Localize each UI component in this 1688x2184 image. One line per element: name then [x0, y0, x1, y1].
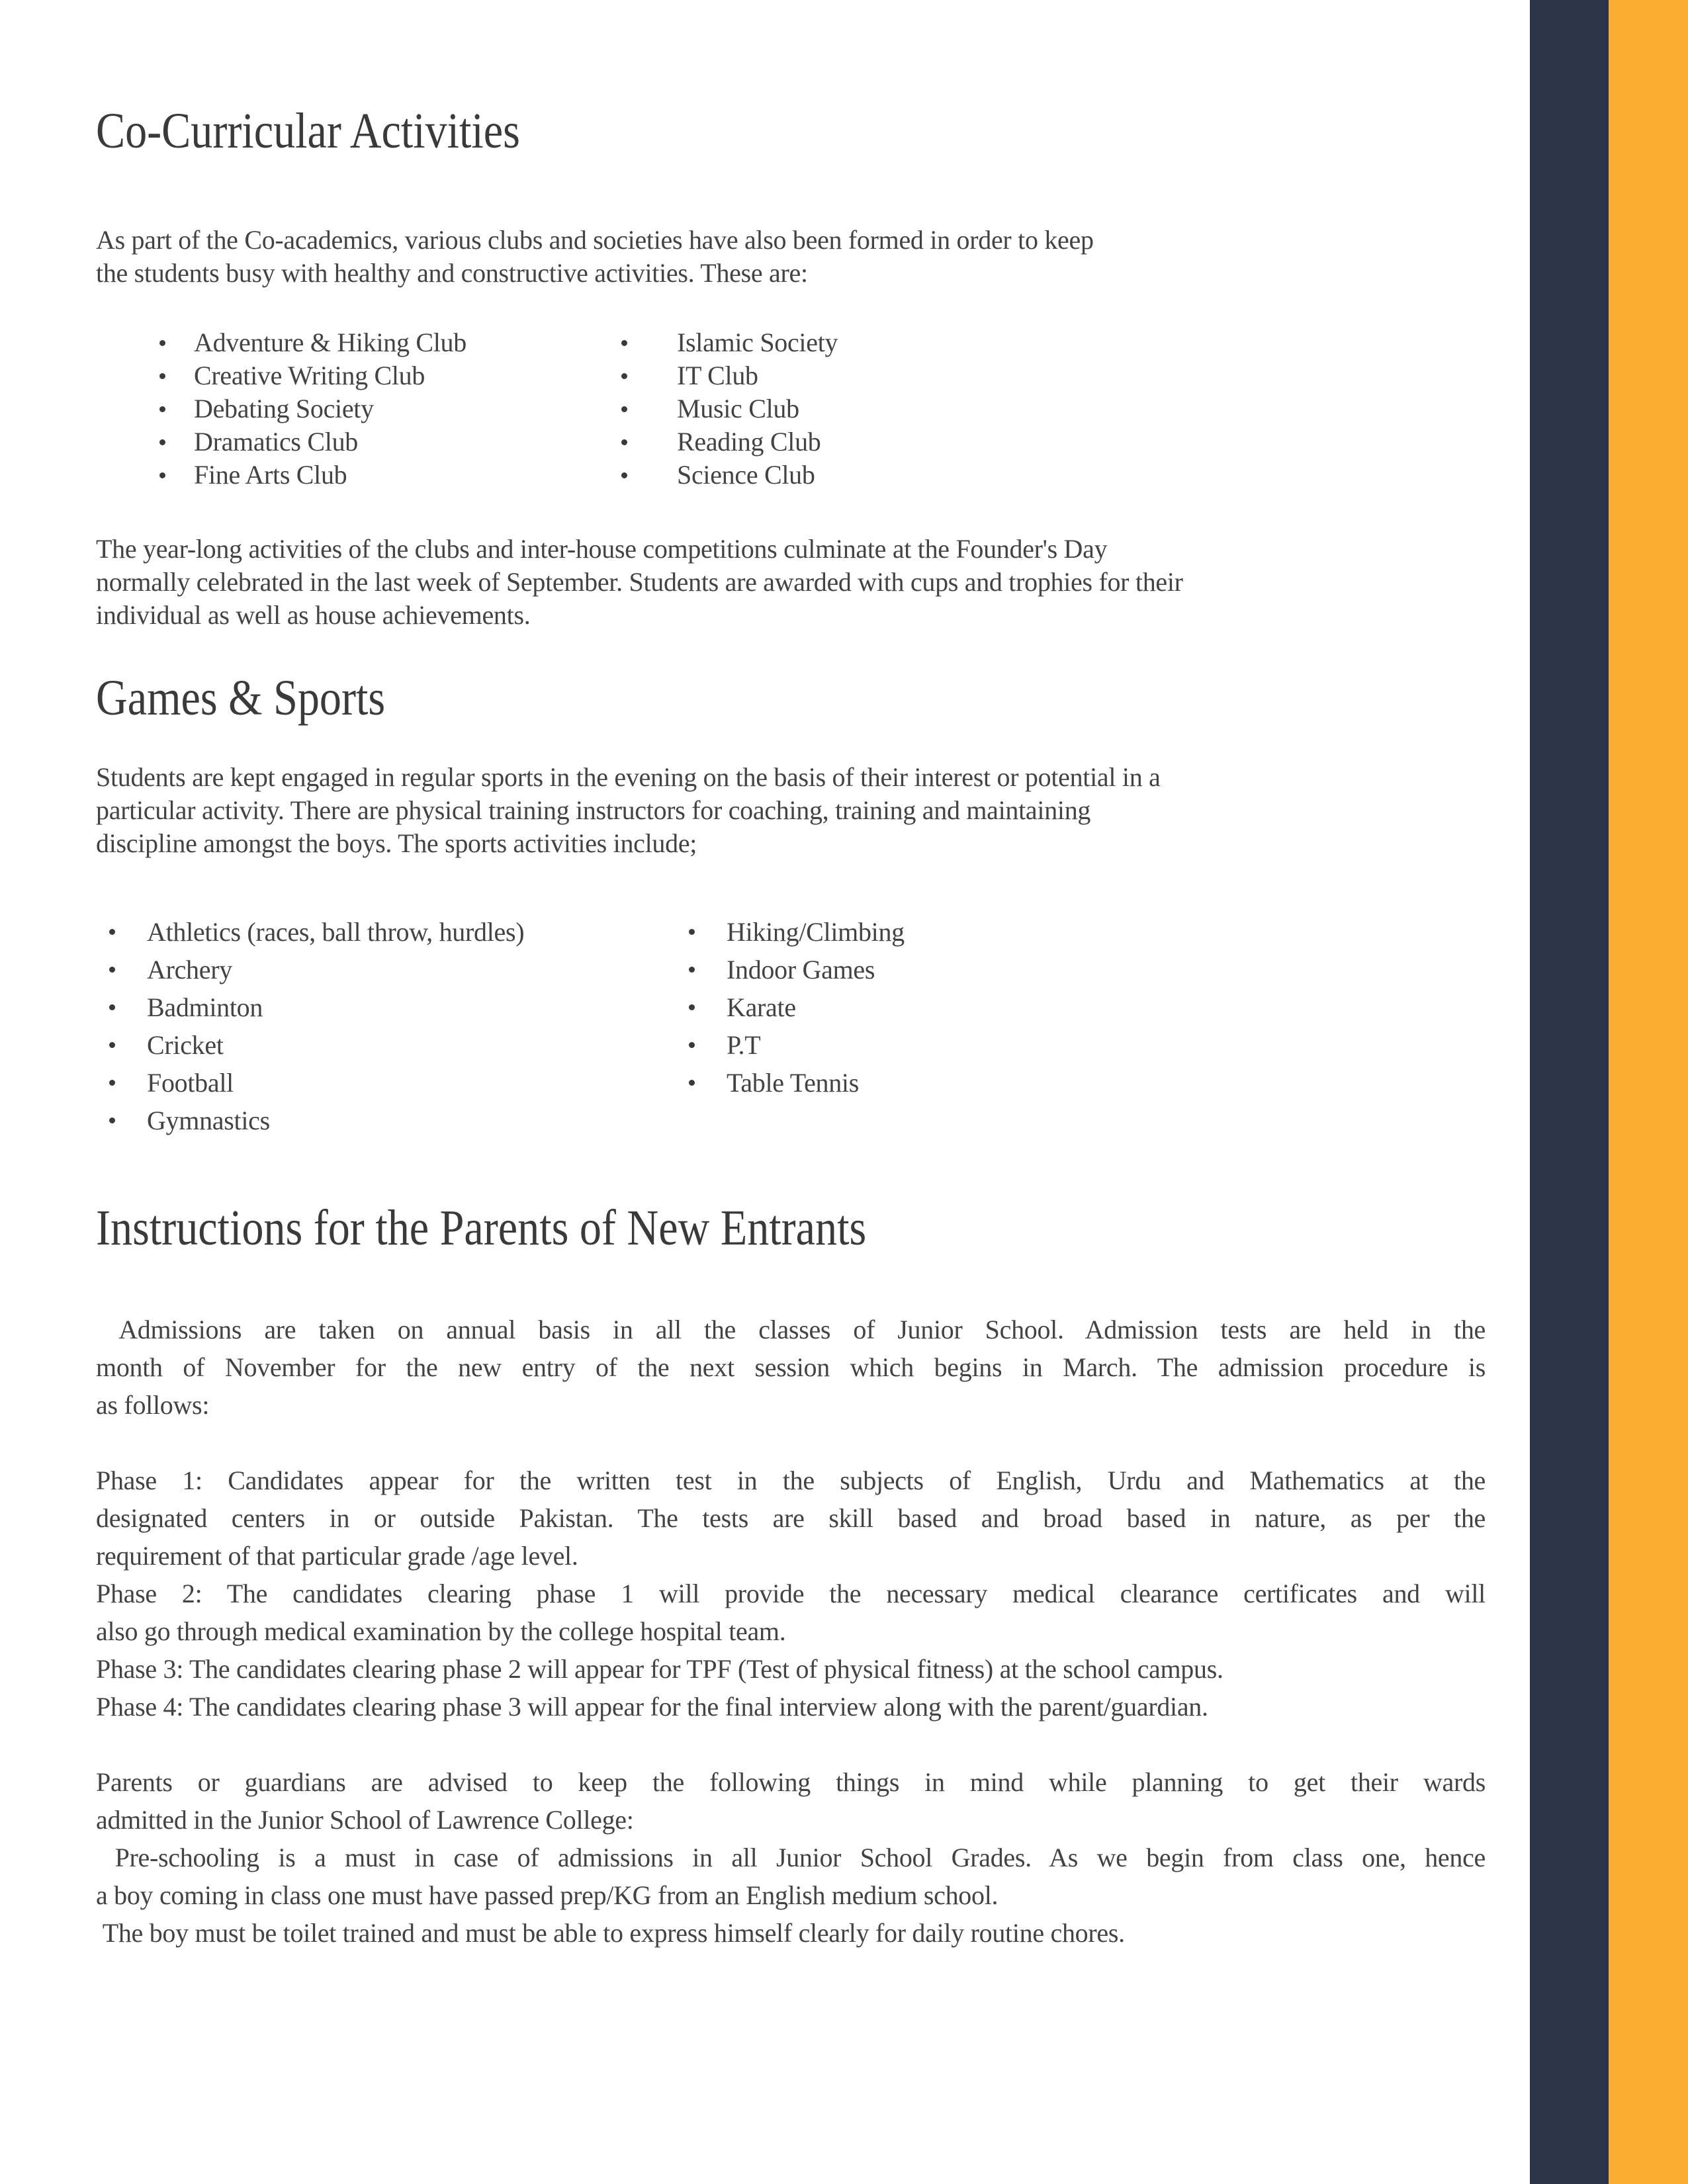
- section-title-co-curricular: [96, 105, 1486, 157]
- paragraph-cocurricular-intro: [96, 224, 1486, 290]
- text-line: also go through medical examination by the college hospital team.: [96, 1616, 786, 1646]
- sport-item: P.T: [689, 1026, 905, 1064]
- sport-item: Athletics (races, ball throw, hurdles): [109, 913, 612, 951]
- text-line: As part of the Co-academics, various clubs and societies have also been formed in order to keep: [96, 225, 1094, 255]
- club-item: Fine Arts Club: [159, 459, 556, 492]
- club-item: Dramatics Club: [159, 425, 556, 459]
- sport-item: Football: [109, 1064, 612, 1102]
- orange-side-band: [1609, 0, 1688, 2184]
- paragraph-admissions: [96, 1311, 1486, 1424]
- section-title-instructions: [96, 1201, 1486, 1254]
- club-item: Islamic Society: [621, 326, 838, 359]
- sport-item: Indoor Games: [689, 951, 905, 988]
- section-title-text: Instructions for the Parents of New Entrants: [96, 1200, 867, 1256]
- sports-list: [96, 913, 1486, 1139]
- sport-item: Karate: [689, 988, 905, 1026]
- navy-side-band: [1530, 0, 1609, 2184]
- sport-item: Table Tennis: [689, 1064, 905, 1102]
- paragraph-games-intro: [96, 761, 1486, 860]
- text-line: Admissions are taken on annual basis in all the classes of Junior School. Admission tests are held in the: [96, 1315, 1486, 1344]
- text-line: as follows:: [96, 1390, 210, 1420]
- text-line: designated centers in or outside Pakistan. The tests are skill based and broad based in nature, as per the: [96, 1503, 1486, 1533]
- text-line: discipline amongst the boys. The sports activities include;: [96, 828, 697, 858]
- text-line: a boy coming in class one must have passed prep/KG from an English medium school.: [96, 1880, 999, 1910]
- clubs-list-column-1: [159, 326, 556, 492]
- text-line: Parents or guardians are advised to keep the following things in mind while planning to get their wards: [96, 1767, 1486, 1797]
- text-line: admitted in the Junior School of Lawrence College:: [96, 1805, 634, 1835]
- section-title-text: Games & Sports: [96, 670, 386, 726]
- text-line: Students are kept engaged in regular sports in the evening on the basis of their interest or potential in a: [96, 762, 1161, 792]
- text-line: individual as well as house achievements.: [96, 600, 531, 630]
- club-item: Adventure & Hiking Club: [159, 326, 556, 359]
- club-item: IT Club: [621, 359, 838, 392]
- text-line: requirement of that particular grade /age level.: [96, 1541, 578, 1571]
- text-line: month of November for the new entry of the next session which begins in March. The admission procedure is: [96, 1352, 1486, 1382]
- clubs-list: [96, 326, 1486, 492]
- sport-item: Gymnastics: [109, 1102, 612, 1139]
- sports-list-column-2: [689, 913, 905, 1139]
- clubs-list-column-2: [621, 326, 838, 492]
- text-line: Pre-schooling is a must in case of admissions in all Junior School Grades. As we begin from class one, hence: [96, 1843, 1486, 1872]
- club-item: Debating Society: [159, 392, 556, 425]
- club-item: Creative Writing Club: [159, 359, 556, 392]
- text-line: particular activity. There are physical training instructors for coaching, training and maintaining: [96, 795, 1091, 825]
- paragraph-parent-guidance: [96, 1763, 1486, 1952]
- sport-item: Cricket: [109, 1026, 612, 1064]
- text-line: The year-long activities of the clubs and inter-house competitions culminate at the Founder's Day: [96, 534, 1108, 564]
- sports-list-column-1: [109, 913, 612, 1139]
- text-line: normally celebrated in the last week of September. Students are awarded with cups and trophies for their: [96, 567, 1183, 597]
- text-line: Phase 2: The candidates clearing phase 1 will provide the necessary medical clearance certificates and will: [96, 1579, 1486, 1608]
- sport-item: Badminton: [109, 988, 612, 1026]
- text-line: Phase 4: The candidates clearing phase 3 will appear for the final interview along with the parent/guardian.: [96, 1692, 1208, 1722]
- text-line: Phase 3: The candidates clearing phase 2 will appear for TPF (Test of physical fitness) at the school campus.: [96, 1654, 1223, 1684]
- page-content: [96, 0, 1486, 1952]
- sport-item: Hiking/Climbing: [689, 913, 905, 951]
- club-item: Music Club: [621, 392, 838, 425]
- paragraph-admission-phases: [96, 1462, 1486, 1725]
- club-item: Reading Club: [621, 425, 838, 459]
- paragraph-founders-day: [96, 533, 1486, 632]
- section-title-games-sports: [96, 672, 1486, 724]
- section-title-text: Co-Curricular Activities: [96, 103, 520, 159]
- text-line: The boy must be toilet trained and must be able to express himself clearly for daily routine chores.: [96, 1918, 1125, 1948]
- text-line: the students busy with healthy and constructive activities. These are:: [96, 258, 808, 288]
- sport-item: Archery: [109, 951, 612, 988]
- text-line: Phase 1: Candidates appear for the written test in the subjects of English, Urdu and Mathematics at the: [96, 1465, 1486, 1495]
- club-item: Science Club: [621, 459, 838, 492]
